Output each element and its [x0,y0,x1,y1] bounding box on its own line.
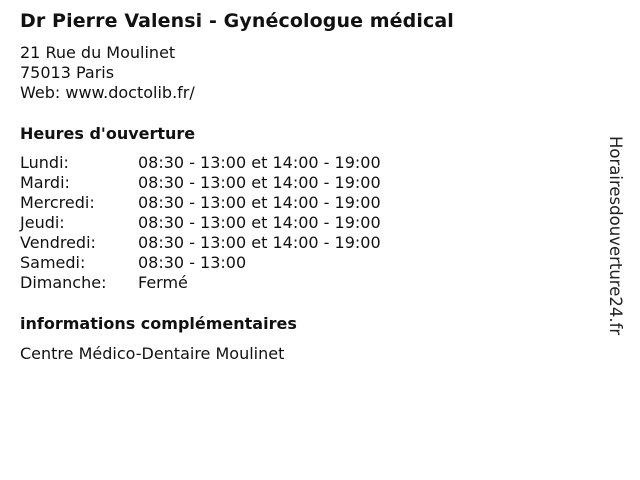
time-value: 08:30 - 13:00 et 14:00 - 19:00 [138,233,381,252]
info-text: Centre Médico-Dentaire Moulinet [20,344,285,363]
page-title: Dr Pierre Valensi - Gynécologue médical [20,10,454,32]
address-web: Web: www.doctolib.fr/ [20,83,195,102]
time-value: 08:30 - 13:00 et 14:00 - 19:00 [138,173,381,192]
info-heading: informations complémentaires [20,314,297,333]
hours-heading: Heures d'ouverture [20,124,196,143]
site-watermark: Horairesdouverture24.fr [606,136,625,336]
address-block [20,43,195,103]
time-value: Fermé [138,273,188,292]
day-label: Samedi: [20,253,86,272]
hours-row-saturday [20,253,381,273]
hours-row-friday [20,233,381,253]
hours-row-wednesday [20,193,381,213]
address-city: 75013 Paris [20,63,115,82]
day-label: Mardi: [20,173,70,192]
opening-hours-table [20,153,381,293]
address-street: 21 Rue du Moulinet [20,43,176,62]
time-value: 08:30 - 13:00 et 14:00 - 19:00 [138,193,381,212]
hours-row-monday [20,153,381,173]
time-value: 08:30 - 13:00 et 14:00 - 19:00 [138,213,381,232]
time-value: 08:30 - 13:00 et 14:00 - 19:00 [138,153,381,172]
time-value: 08:30 - 13:00 [138,253,247,272]
hours-row-tuesday [20,173,381,193]
hours-row-thursday [20,213,381,233]
day-label: Jeudi: [20,213,65,232]
day-label: Vendredi: [20,233,96,252]
day-label: Dimanche: [20,273,107,292]
hours-row-sunday [20,273,381,293]
day-label: Lundi: [20,153,69,172]
day-label: Mercredi: [20,193,95,212]
